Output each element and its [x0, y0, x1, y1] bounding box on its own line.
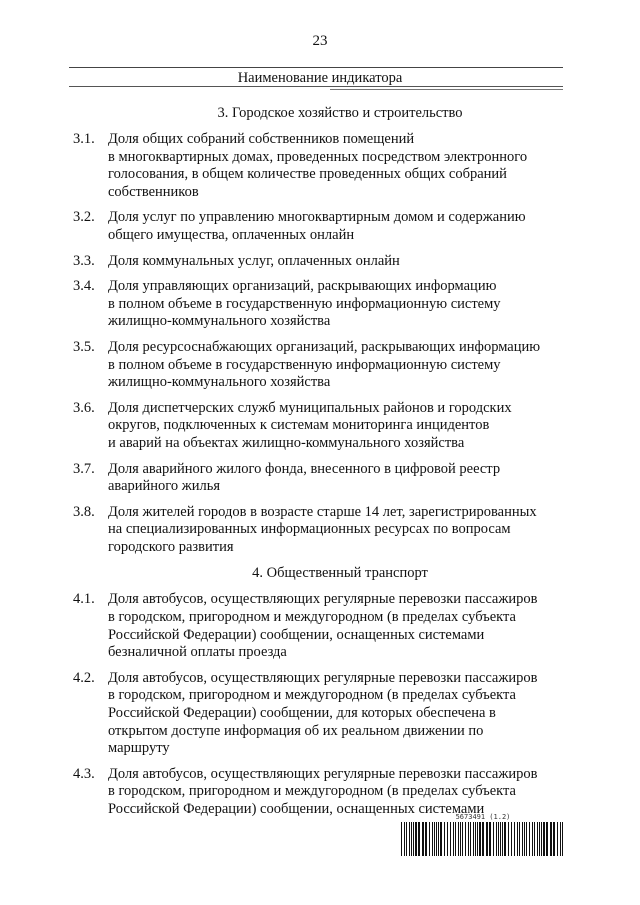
- barcode-code: 5673491 (1.2): [455, 813, 511, 821]
- list-item: [0, 209, 640, 244]
- item-text: Доля услуг по управлению многоквартирным домом и содержанию общего имущества, оплаченных онлайн: [108, 209, 526, 243]
- item-number: 4.1.: [73, 591, 95, 608]
- item-text: Доля управляющих организаций, раскрывающих информацию в полном объеме в государственную информационную систему жилищно-коммунального хозяйства: [108, 278, 501, 330]
- item-text: Доля аварийного жилого фонда, внесенного в цифровой реестр аварийного жилья: [108, 460, 501, 495]
- header-bottom-rule-secondary: [330, 89, 563, 90]
- column-header: Наименование индикатора: [237, 70, 403, 86]
- item-number: 4.2.: [73, 669, 95, 686]
- item-text: Доля общих собраний собственников помещений в многоквартирных домах, проведенных посредством электронного голосования, в общем количестве проведенных общих собраний собственников: [108, 131, 528, 200]
- list-item: [0, 253, 640, 271]
- item-text: Доля автобусов, осуществляющих регулярные перевозки пассажиров в городском, пригородном и междугородном (в пределах субъекта Российской Федерации) сообщении, для которых обеспечена в открытом доступе информация об их реальном движении по маршруту: [108, 669, 538, 757]
- header-bottom-rule: [69, 86, 563, 87]
- item-number: 3.5.: [73, 338, 95, 355]
- barcode-icon: [401, 822, 565, 856]
- page-number: 23: [312, 33, 328, 49]
- list-item: [0, 278, 640, 331]
- item-text: Доля жителей городов в возрасте старше 14 лет, зарегистрированных на специализированных информационных ресурсах по вопросам городского развития: [108, 503, 537, 555]
- list-item: [0, 670, 640, 758]
- list-item: [0, 766, 640, 819]
- item-number: 3.1.: [73, 131, 95, 147]
- item-number: 3.6.: [73, 399, 95, 416]
- item-number: 3.8.: [73, 503, 95, 520]
- list-item: [0, 591, 640, 661]
- section-title: 4. Общественный транспорт: [252, 565, 428, 582]
- item-text: Доля ресурсоснабжающих организаций, раскрывающих информацию в полном объеме в государственную информационную систему жилищно-коммунального хозяйства: [108, 338, 541, 391]
- item-number: 4.3.: [73, 765, 95, 782]
- item-text: Доля автобусов, осуществляющих регулярные перевозки пассажиров в городском, пригородном и междугородном (в пределах субъекта Российской Федерации) сообщении, оснащенных системами: [108, 765, 538, 817]
- item-number: 3.2.: [73, 209, 95, 226]
- list-item: [0, 504, 640, 557]
- item-text: Доля коммунальных услуг, оплаченных онлайн: [108, 252, 400, 269]
- table-top-rule: [69, 67, 563, 68]
- item-text: Доля диспетчерских служб муниципальных районов и городских округов, подключенных к системам мониторинга инцидентов и аварий на объектах жилищно-коммунального хозяйства: [108, 399, 512, 451]
- list-item: [0, 131, 640, 201]
- item-text: Доля автобусов, осуществляющих регулярные перевозки пассажиров в городском, пригородном и междугородном (в пределах субъекта Российской Федерации) сообщении, оснащенных системами безналичной оплаты проезда: [108, 591, 538, 661]
- item-number: 3.4.: [73, 278, 95, 295]
- list-item: [0, 339, 640, 392]
- item-number: 3.3.: [73, 252, 95, 269]
- indicator-list: [0, 104, 640, 827]
- item-number: 3.7.: [73, 460, 95, 477]
- list-item: [0, 461, 640, 496]
- list-item: [0, 400, 640, 453]
- document-barcode: [401, 813, 565, 856]
- section-title: 3. Городское хозяйство и строительство: [217, 105, 463, 121]
